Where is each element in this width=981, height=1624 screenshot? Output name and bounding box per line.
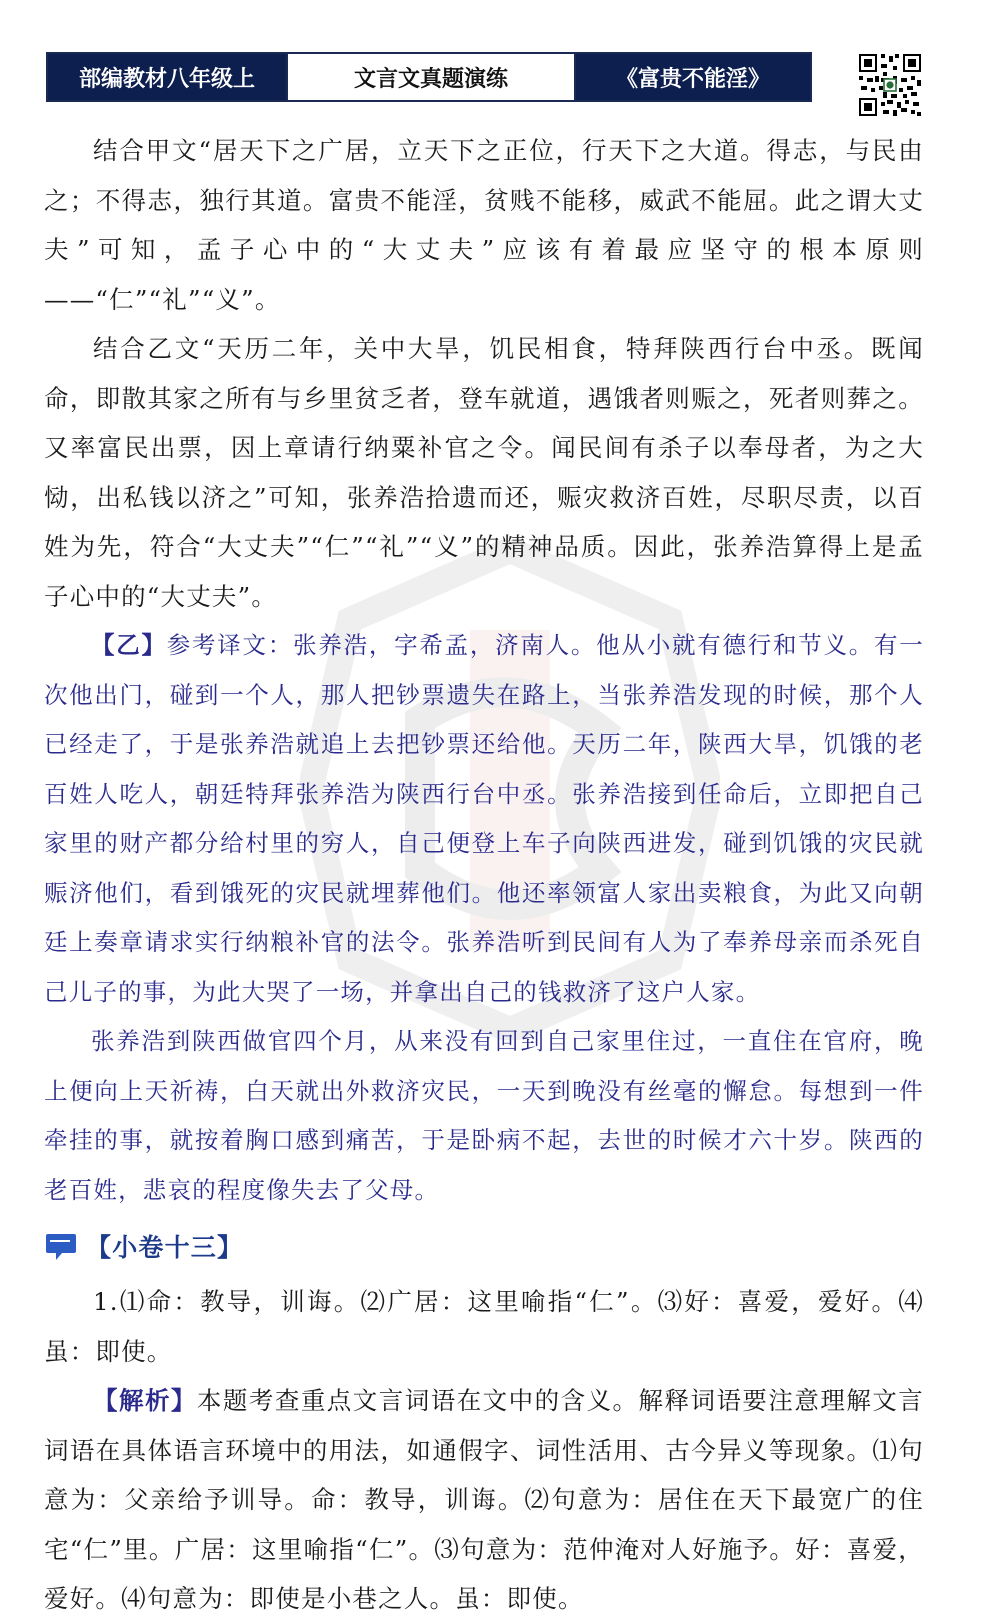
chat-bubble-icon (44, 1233, 78, 1263)
paragraph-yi-analysis: 结合乙文“天历二年，关中大旱，饥民相食，特拜陕西行台中丞。既闻命，即散其家之所有与乡里贫乏者，登车就道，遇饿者则赈之，死者则葬之。又率富民出票，因上章请行纳粟补官之令。闻民间有杀子以奉母者，为之大恸，出私钱以济之”可知，张养浩拾遗而还，赈灾救济百姓，尽职尽责，以百姓为先，符合“大丈夫”“仁”“礼”“义”的精神品质。因此，张养浩算得上是孟子心中的“大丈夫”。 (44, 334, 924, 611)
paragraph-jia-analysis: 结合甲文“居天下之广居，立天下之正位，行天下之大道。得志，与民由之；不得志，独行其道。富贵不能淫，贫贱不能移，威武不能屈。此之谓大丈夫”可知，孟子心中的“大丈夫”应该有着最应坚守的根本原则——“仁”“礼”“义”。 (44, 136, 924, 314)
answer-1: 1.⑴命：教导，训诲。⑵广居：这里喻指“仁”。⑶好：喜爱，爱好。⑷虽：即使。 (44, 1287, 924, 1366)
page-content (44, 126, 924, 1624)
section-title: 【小卷十三】 (86, 1233, 244, 1263)
analysis-text: 本题考查重点文言词语在文中的含义。解释词语要注意理解文言词语在具体语言环境中的用法，如通假字、词性活用、古今异义等现象。⑴句意为：父亲给予训导。命：教导，训诲。⑵句意为：居住在天下最宽广的住宅“仁”里。广居：这里喻指“仁”。⑶句意为：范仲淹对人好施予。好：喜爱，爱好。⑷句意为：即使是小巷之人。虽：即使。 (44, 1386, 924, 1613)
section-heading (44, 1223, 924, 1273)
header-bar (46, 52, 812, 102)
paragraph-translation-2: 张养浩到陕西做官四个月，从来没有回到自己家里住过，一直住在官府，晚上便向上天祈祷，白天就出外救济灾民，一天到晚没有丝毫的懈怠。每想到一件牵挂的事，就按着胸口感到痛苦，于是卧病不起，去世的时候才六十岁。陕西的老百姓，悲哀的程度像失去了父母。 (44, 1027, 924, 1204)
translation-label: 【乙】 (91, 631, 167, 659)
header-category: 文言文真题演练 (286, 54, 576, 100)
analysis-label: 【解析】 (93, 1386, 197, 1415)
paragraph-translation (44, 621, 924, 1017)
header-grade: 部编教材八年级上 (48, 54, 286, 100)
answer-analysis (44, 1376, 924, 1624)
header-title: 《富贵不能淫》 (576, 54, 810, 100)
translation-text: 参考译文：张养浩，字希孟，济南人。他从小就有德行和节义。有一次他出门，碰到一个人，那人把钞票遗失在路上，当张养浩发现的时候，那个人已经走了，于是张养浩就追上去把钞票还给他。天历二年，陕西大旱，饥饿的老百姓人吃人，朝廷特拜张养浩为陕西行台中丞。张养浩接到任命后，立即把自己家里的财产都分给村里的穷人，自己便登上车子向陕西进发，碰到饥饿的灾民就赈济他们，看到饿死的灾民就埋葬他们。他还率领富人家出卖粮食，为此又向朝廷上奏章请求实行纳粮补官的法令。张养浩听到民间有人为了奉养母亲而杀死自己儿子的事，为此大哭了一场，并拿出自己的钱救济了这户人家。 (44, 631, 924, 1006)
qr-code-icon (857, 52, 923, 118)
